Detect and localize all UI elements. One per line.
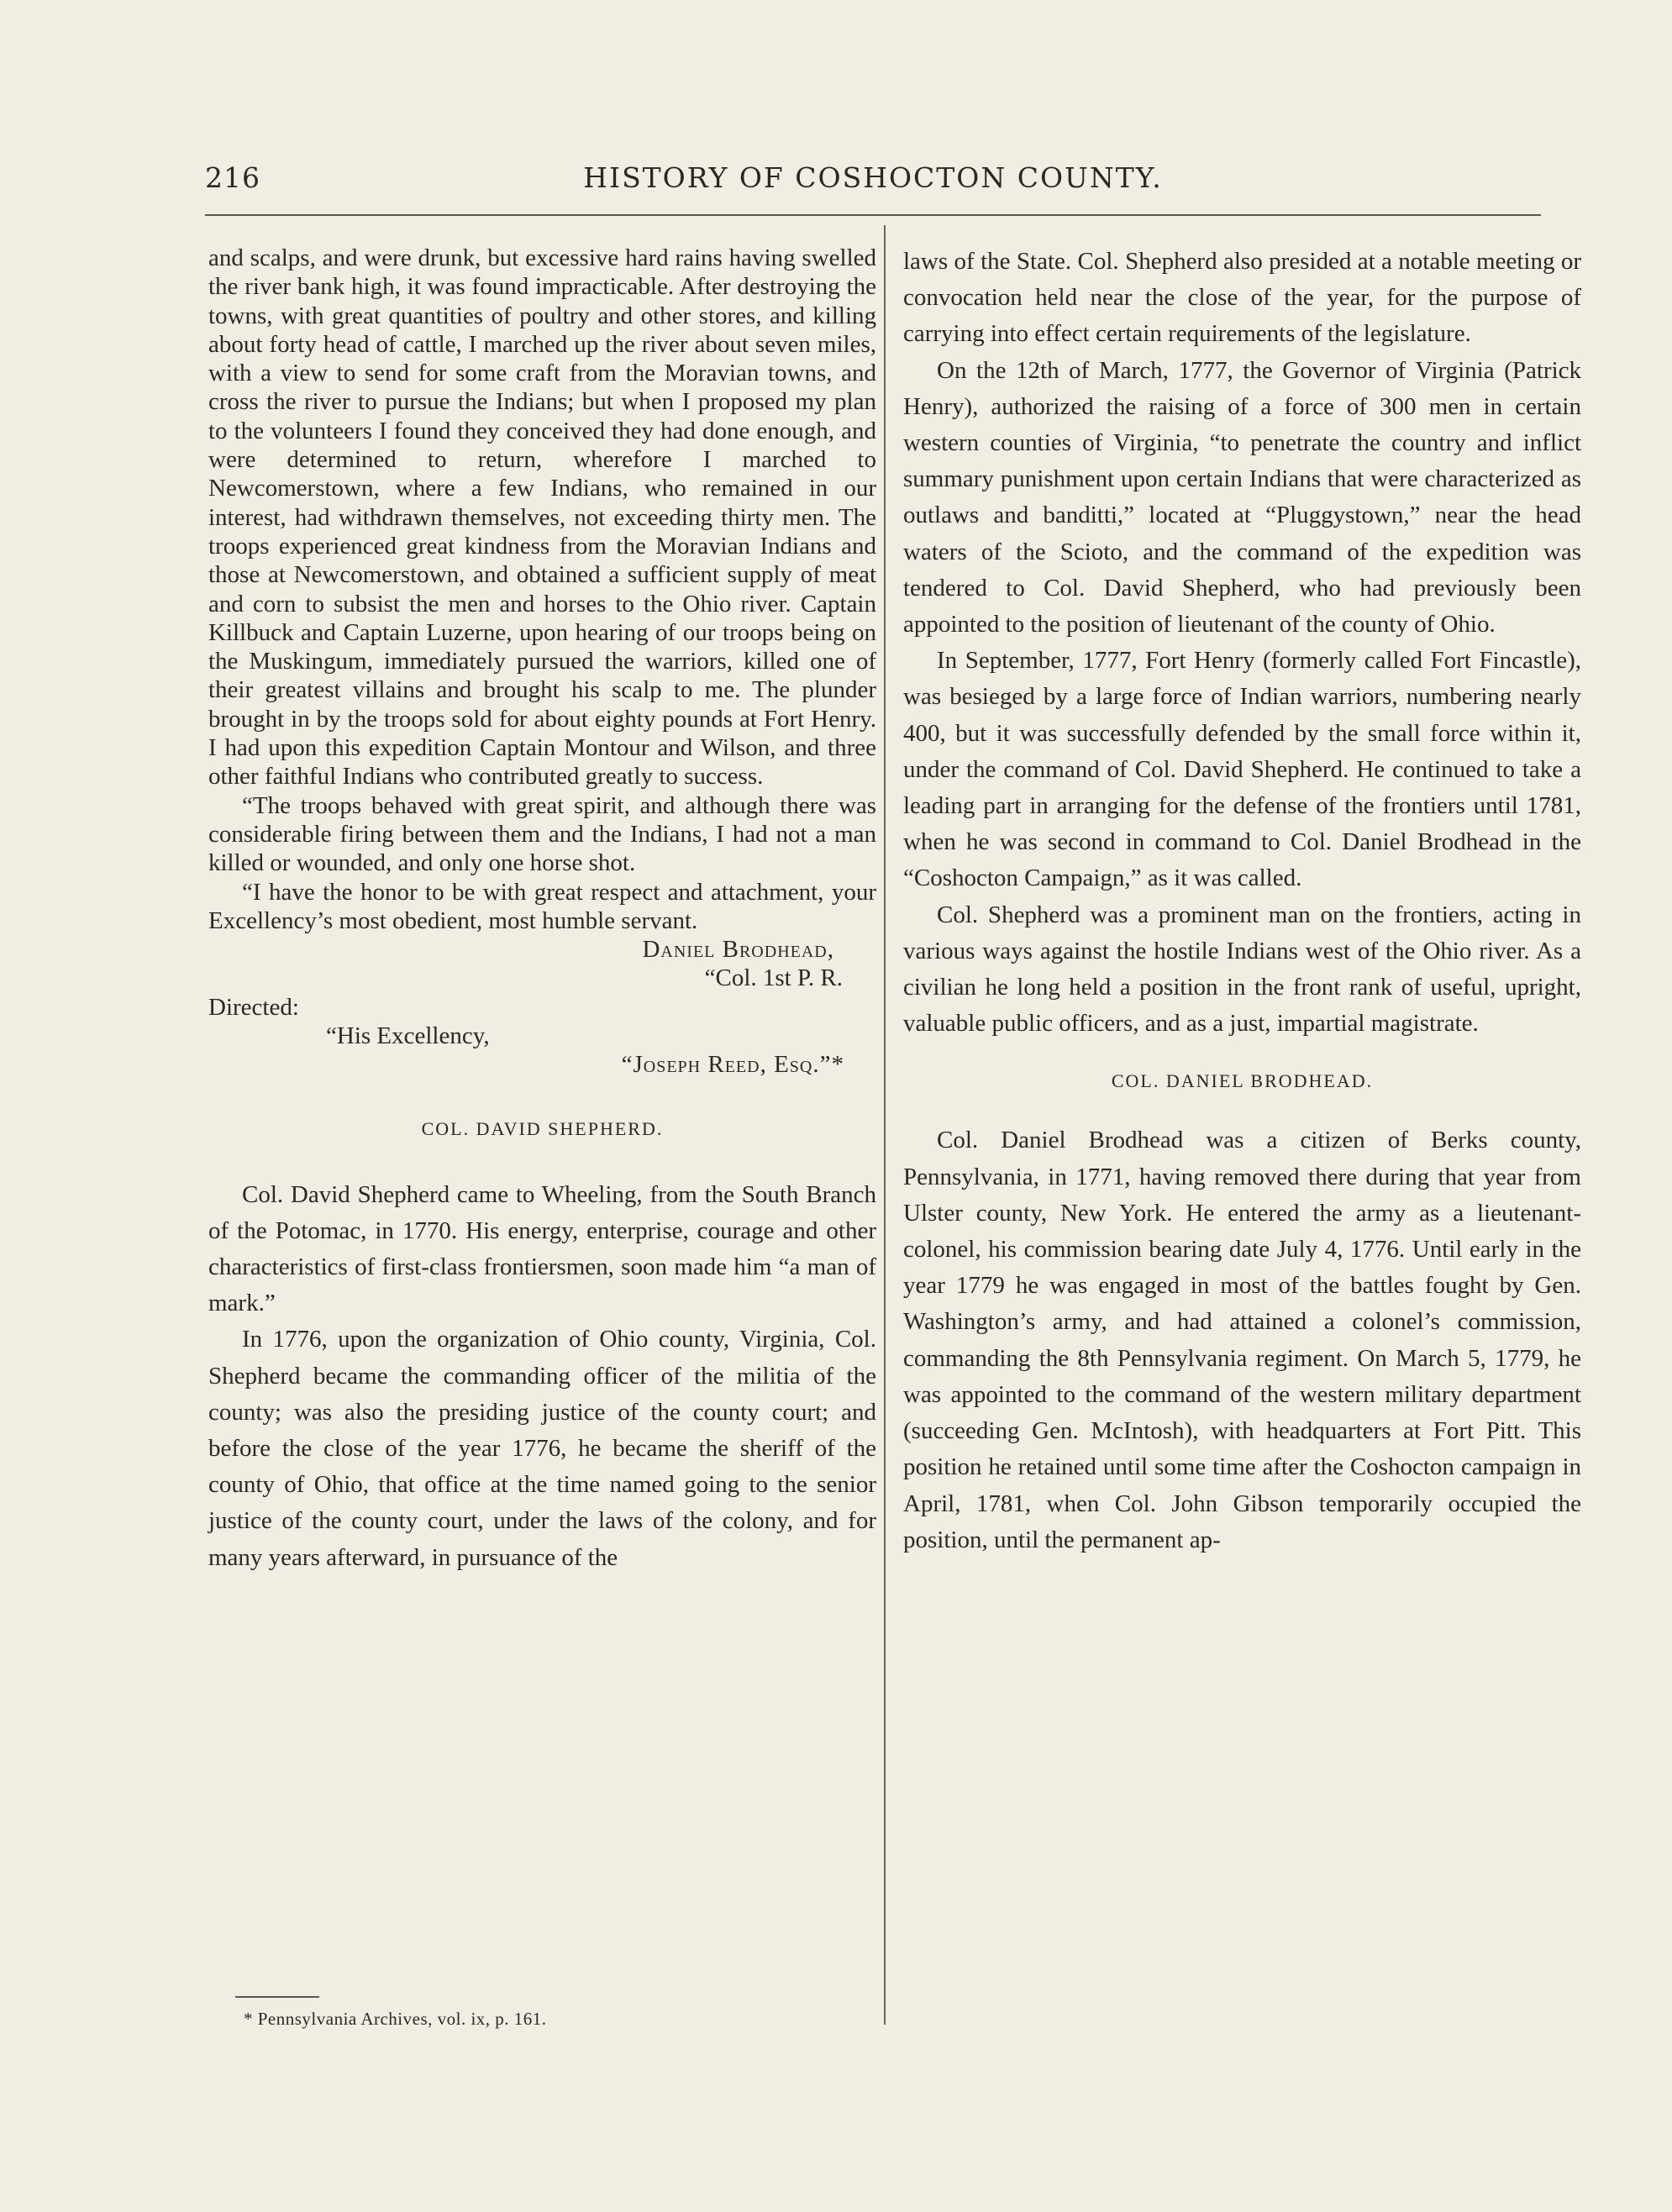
letter-paragraph: “I have the honor to be with great respect and attachment, your Excellency’s most obedient, most humble servant. [208, 878, 876, 934]
addressee-name: “Joseph Reed, Esq.”* [621, 1051, 844, 1079]
brodhead-body [903, 1122, 1581, 1558]
running-title: HISTORY OF COSHOCTON COUNTY. [583, 161, 1163, 194]
shepherd-body-continued [903, 244, 1581, 1042]
page-number: 216 [205, 161, 260, 194]
section-heading-brodhead: COL. DANIEL BRODHEAD. [1111, 1070, 1374, 1092]
body-paragraph: Col. Daniel Brodhead was a citizen of Berks county, Pennsylvania, in 1771, having removed there during that year from Ulster county, New York. He entered the army as a lieutenant-colonel, his commission bearing date July 4, 1776. Until early in the year 1779 he was engaged in most of the battles fought by Gen. Washington’s army, and had attained a colonel’s commission, commanding the 8th Pennsylvania regiment. On March 5, 1779, he was appointed to the command of the western military department (succeeding Gen. McIntosh), with headquarters at Fort Pitt. This position he retained until some time after the Coshocton campaign in April, 1781, when Col. John Gibson temporarily occupied the position, until the permanent ap- [903, 1127, 1581, 1553]
header-rule [205, 214, 1541, 216]
body-paragraph: In September, 1777, Fort Henry (formerly called Fort Fincastle), was besieged by a large force of Indian warriors, numbering nearly 400, but it was successfully defended by the small force within it, under the command of Col. David Shepherd. He continued to take a leading part in arranging for the defense of the frontiers until 1781, when he was second in command to Col. Daniel Brodhead in the “Coshocton Campaign,” as it was called. [903, 647, 1581, 892]
page-header [205, 161, 1541, 195]
body-paragraph: laws of the State. Col. Shepherd also presided at a notable meeting or convocation held near the close of the year, for the purpose of carrying into effect certain requirements of the legislature. [903, 248, 1581, 348]
addressee-line: “His Excellency, [326, 1022, 490, 1050]
letter-paragraph: “The troops behaved with great spirit, and although there was considerable firing between them and the Indians, I had not a man killed or wounded, and only one horse shot. [208, 791, 876, 877]
signature-name: Daniel Brodhead, [642, 936, 834, 964]
footnote: * Pennsylvania Archives, vol. ix, p. 161. [244, 2009, 547, 2029]
column-divider [884, 225, 886, 2025]
body-paragraph: Col. Shepherd was a prominent man on the frontiers, acting in various ways against the hostile Indians west of the Ohio river. As a civilian he long held a position in the front rank of useful, upright, valuable public officers, and as a just, impartial magistrate. [903, 901, 1581, 1038]
body-paragraph: In 1776, upon the organization of Ohio county, Virginia, Col. Shepherd became the commanding officer of the militia of the county; was also the presiding justice of the county court; and before the close of the year 1776, he became the sheriff of the county of Ohio, that office at the time named going to the senior justice of the county court, under the laws of the colony, and for many years afterward, in pursuance of the [208, 1326, 876, 1571]
right-column [903, 244, 1581, 1558]
letter-text [208, 244, 876, 935]
letter-paragraph: and scalps, and were drunk, but excessive hard rains having swelled the river bank high, it was found impracticable. After destroying the towns, with great quantities of poultry and other stores, and killing about forty head of cattle, I marched up the river about seven miles, with a view to send for some craft from the Moravian towns, and cross the river to pursue the Indians; but when I proposed my plan to the volunteers I found they conceived they had done enough, and were determined to return, wherefore I marched to Newcomerstown, where a few Indians, who remained in our interest, had withdrawn themselves, not exceeding thirty men. The troops experienced great kindness from the Moravian Indians and those at Newcomerstown, and obtained a sufficient supply of meat and corn to subsist the men and horses to the Ohio river. Captain Killbuck and Captain Luzerne, upon hearing of our troops being on the Muskingum, immediately pursued the warriors, killed one of their greatest villains and brought his scalp to me. The plunder brought in by the troops sold for about eighty pounds at Fort Henry. I had upon this expedition Captain Montour and Wilson, and three other faithful Indians who contributed greatly to success. [208, 244, 876, 791]
body-paragraph: On the 12th of March, 1777, the Governor of Virginia (Patrick Henry), authorized the raising of a force of 300 men in certain western counties of Virginia, “to penetrate the country and inflict summary punishment upon certain Indians that were characterized as outlaws and banditti,” located at “Pluggystown,” near the head waters of the Scioto, and the command of the expedition was tendered to Col. David Shepherd, who had previously been appointed to the position of lieutenant of the county of Ohio. [903, 356, 1581, 638]
signature-block [208, 935, 876, 1079]
section-heading-shepherd: COL. DAVID SHEPHERD. [421, 1117, 664, 1139]
footnote-rule [235, 1996, 319, 1998]
directed-label: Directed: [208, 993, 299, 1021]
body-paragraph: Col. David Shepherd came to Wheeling, from the South Branch of the Potomac, in 1770. His energy, enterprise, courage and other characteristics of first-class frontiersmen, soon made him “a man of mark.” [208, 1180, 876, 1317]
left-column [208, 244, 876, 1576]
shepherd-body [208, 1177, 876, 1576]
signature-title: “Col. 1st P. R. [704, 964, 843, 992]
